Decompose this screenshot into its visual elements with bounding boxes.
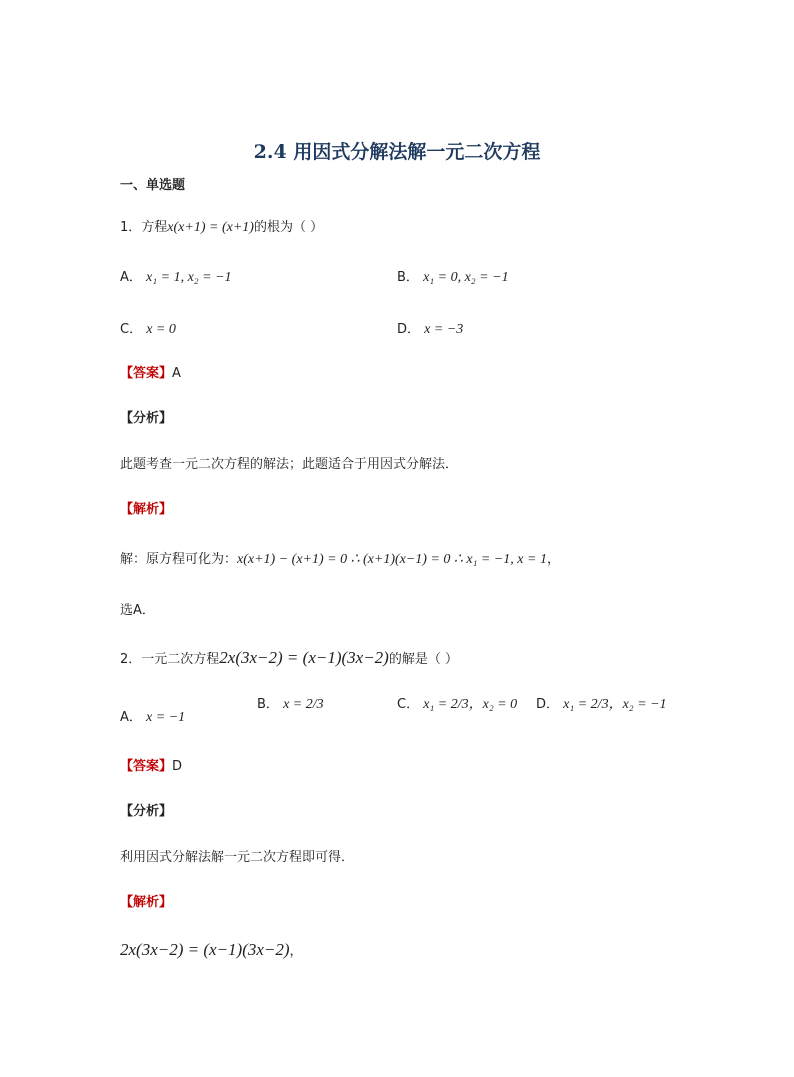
q1-answer: [120, 362, 181, 381]
q2-option-c: [397, 693, 517, 713]
q2-option-a-expr: x = −1: [146, 710, 186, 725]
q2-stem-post: 的解是（ ）: [388, 652, 458, 667]
q2-option-d-expr: x₁ = 2/3，x₂ = −1: [563, 697, 667, 712]
q1-choose: 选A．: [120, 603, 155, 618]
q2-equation: 2x(3x−2) = (x−1)(3x−2): [219, 648, 389, 667]
q2-answer-tag: 【答案】: [120, 759, 173, 774]
q1-option-d-expr: x = −3: [424, 322, 464, 337]
q2-option-c-label: C．: [397, 697, 420, 712]
q1-option-c: [120, 318, 176, 338]
q1-option-b-expr: x₁ = 0, x₂ = −1: [423, 270, 509, 285]
q2-option-b-label: B．: [257, 697, 279, 712]
q1-option-d: [397, 318, 463, 338]
q2-stem-pre: 一元二次方程: [141, 652, 220, 667]
q1-option-c-label: C．: [120, 322, 143, 337]
q2-option-b-expr: x = 2/3: [283, 697, 324, 712]
q2-stem: [120, 648, 458, 668]
q1-option-c-expr: x = 0: [146, 322, 176, 337]
q2-solution-expr: 2x(3x−2) = (x−1)(3x−2): [120, 940, 290, 959]
q1-solution-end: ，: [546, 552, 560, 567]
q1-analysis-text: 此题考查一元二次方程的解法；此题适合于用因式分解法．: [120, 457, 459, 472]
q1-solution-pre: 解：原方程可化为：: [120, 552, 238, 567]
q2-option-d: [536, 693, 667, 713]
q2-answer-value: D: [172, 759, 183, 774]
q1-solution-tag: 【解析】: [120, 502, 173, 517]
q2-solution-end: ，: [289, 944, 303, 959]
q2-solution: [120, 940, 303, 960]
q1-equation: x(x+1) = (x+1): [167, 220, 254, 235]
q1-stem: [120, 216, 323, 236]
q2-option-d-label: D．: [536, 697, 560, 712]
page-title: 2.4 用因式分解法解一元二次方程: [253, 141, 541, 163]
q2-option-a: [120, 706, 185, 726]
q2-solution-tag: 【解析】: [120, 895, 173, 910]
section-heading: 一、单选题: [120, 178, 186, 193]
q2-number: 2．: [120, 652, 142, 667]
q2-option-c-expr: x₁ = 2/3，x₂ = 0: [423, 697, 518, 712]
q1-number: 1．: [120, 220, 142, 235]
q1-answer-value: A: [172, 366, 181, 381]
q2-analysis-text: 利用因式分解法解一元二次方程即可得．: [120, 850, 355, 865]
q2-option-a-label: A．: [120, 710, 142, 725]
q1-option-b: [397, 266, 509, 286]
q1-option-b-label: B．: [397, 270, 419, 285]
q1-solution-expr: x(x+1) − (x+1) = 0 ∴ (x+1)(x−1) = 0 ∴ x₁ = −1, x = 1: [237, 552, 547, 567]
q2-option-b: [257, 693, 324, 713]
q1-stem-post: 的根为（ ）: [253, 220, 324, 235]
q1-stem-pre: 方程: [141, 220, 168, 235]
q2-analysis-tag: 【分析】: [120, 804, 173, 819]
q2-answer: [120, 755, 182, 774]
q1-option-a-label: A．: [120, 270, 142, 285]
q1-solution: [120, 548, 560, 568]
q1-analysis-tag: 【分析】: [120, 411, 173, 426]
q1-option-d-label: D．: [397, 322, 421, 337]
q1-option-a-expr: x₁ = 1, x₂ = −1: [146, 270, 232, 285]
q1-answer-tag: 【答案】: [120, 366, 173, 381]
q1-option-a: [120, 266, 232, 286]
